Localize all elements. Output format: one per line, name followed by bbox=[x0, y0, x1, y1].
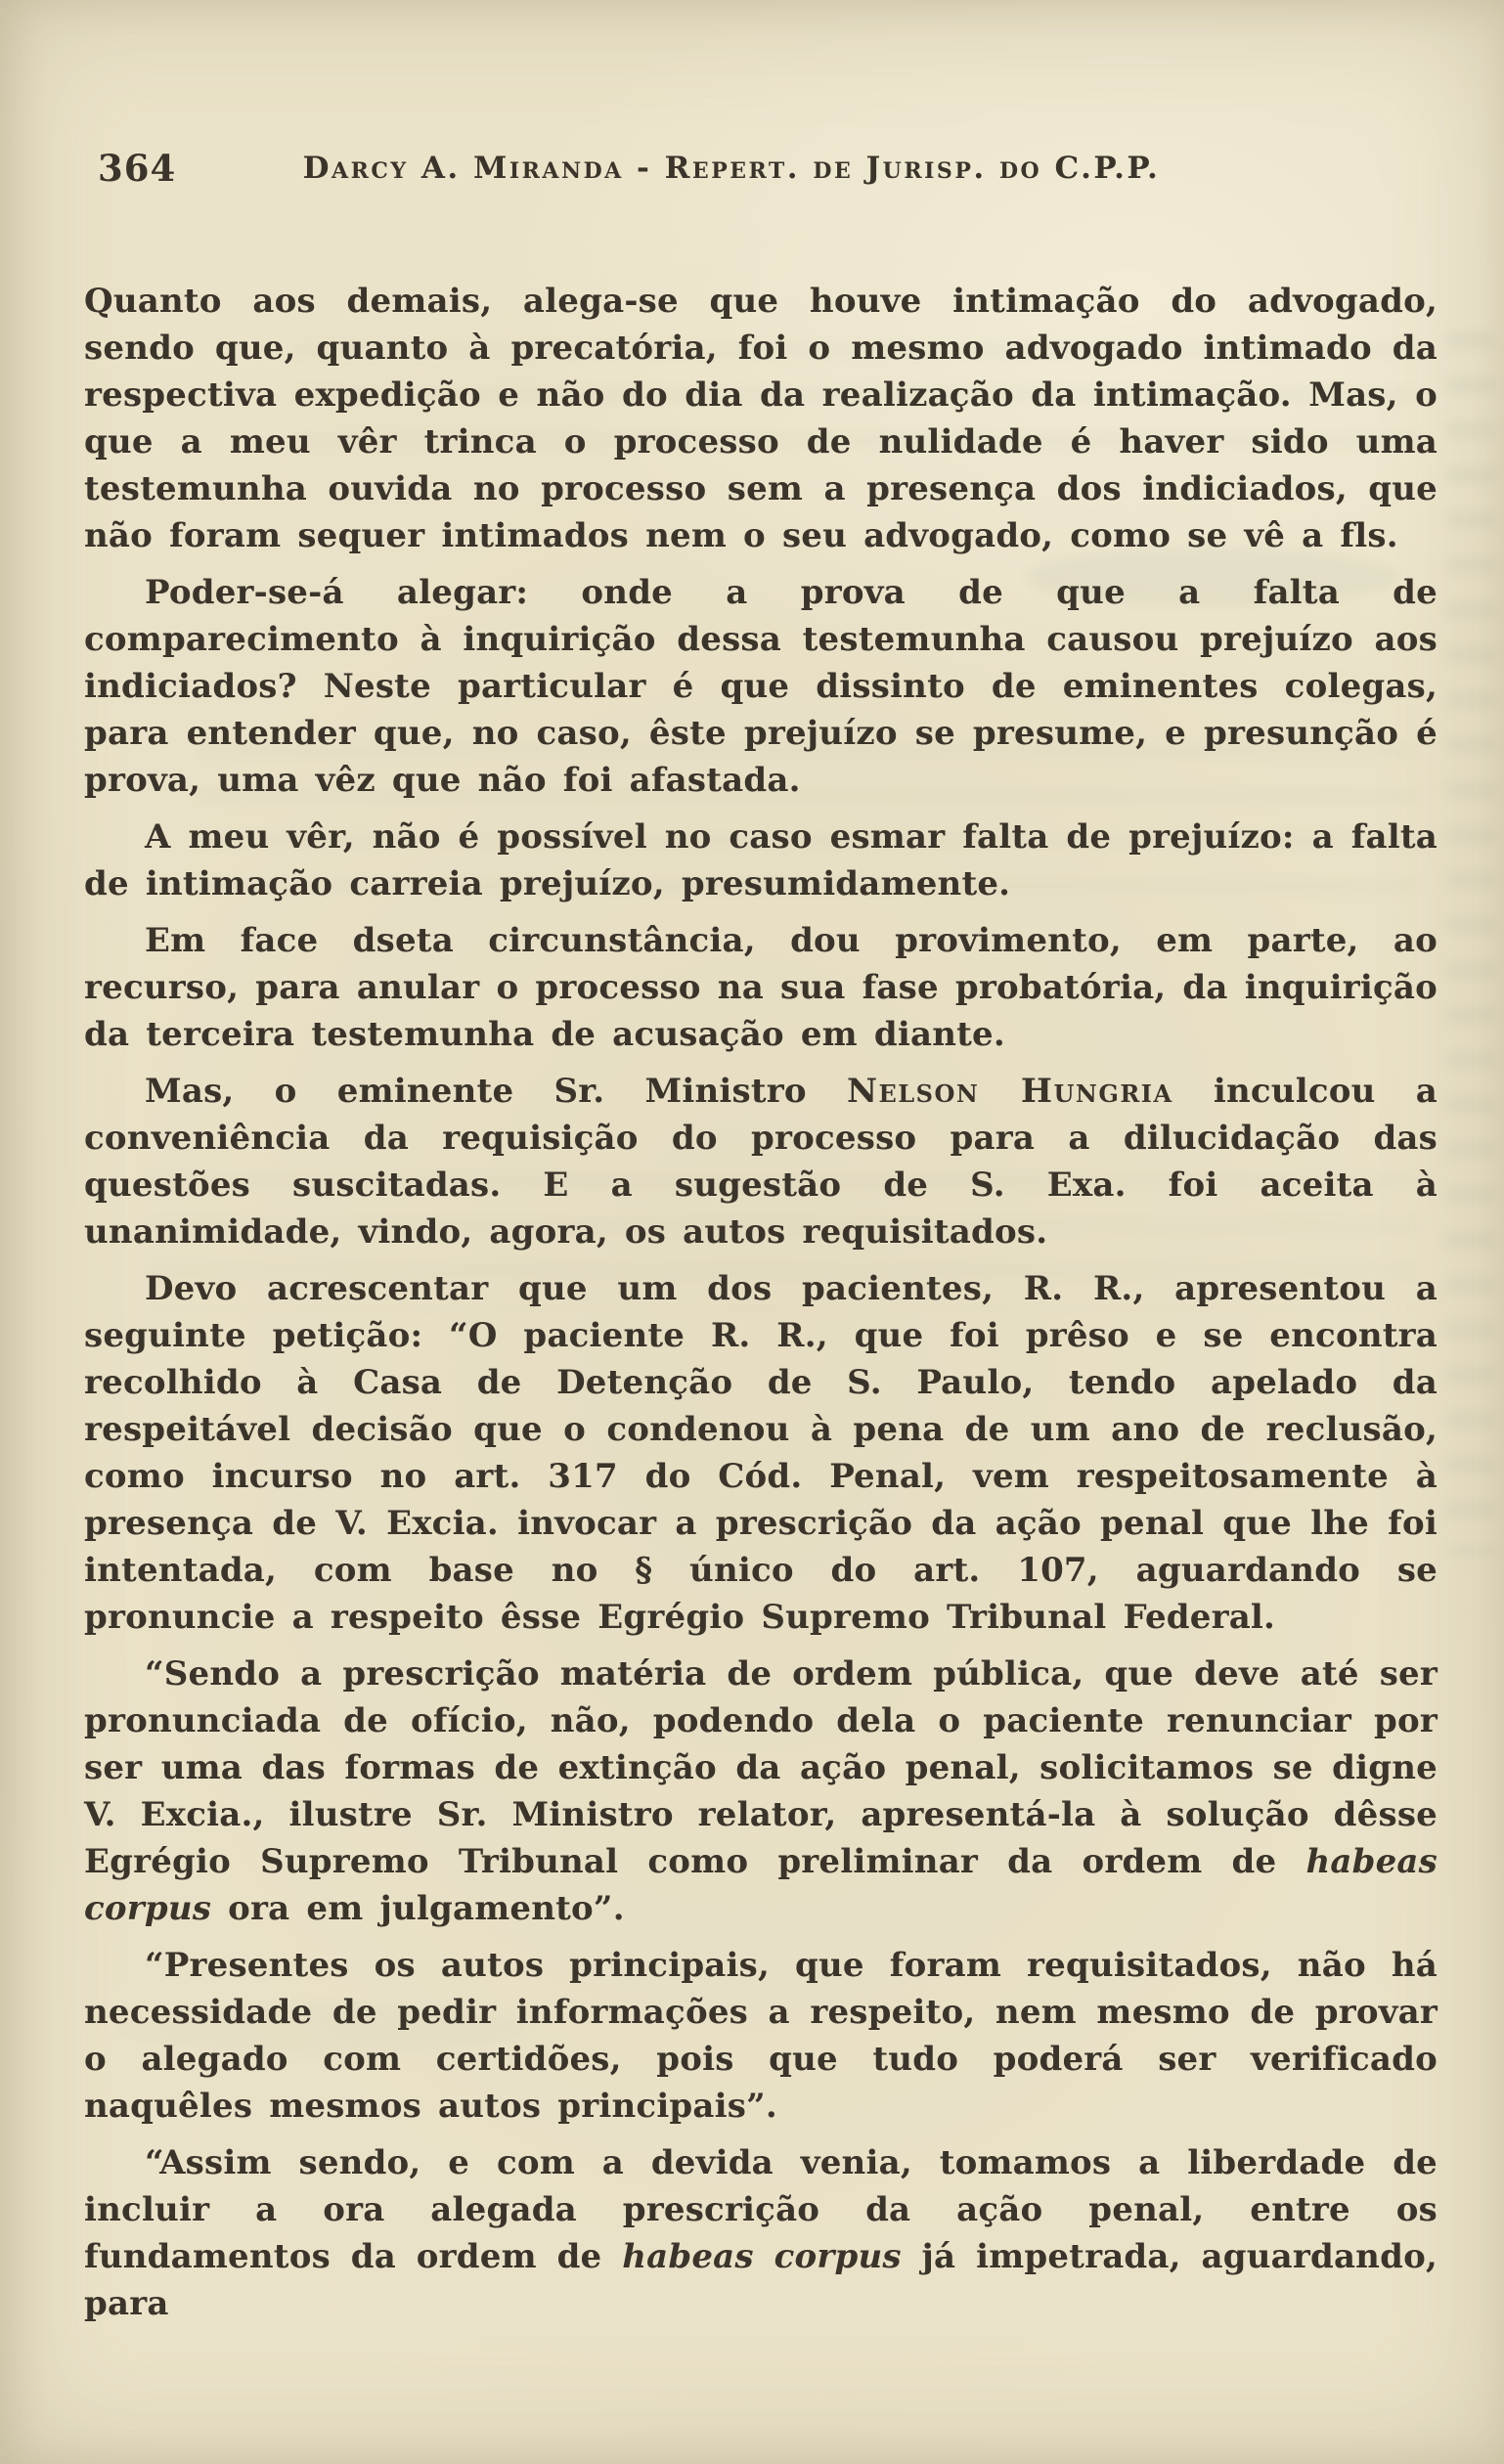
italic-text: habeas corpus bbox=[84, 1842, 1438, 1928]
text-run: Em face dseta circunstância, dou provimento, em parte, ao recurso, para anular o processo na sua fase probatória, da inquirição da terceira testemunha de acusação em diante. bbox=[84, 921, 1438, 1054]
text-run: “Assim sendo, e com a devida venia, tomamos a liberdade de incluir a ora alegada prescrição da ação penal, entre os fundamentos da ordem de bbox=[84, 2143, 1438, 2276]
paragraph bbox=[84, 1650, 1438, 1932]
text-run: Quanto aos demais, alega-se que houve intimação do advogado, sendo que, quanto à precatória, foi o mesmo advogado intimado da respectiva expedição e não do dia da realização da intimação. Mas, o que a meu vêr trinca o processo de nulidade é haver sido uma testemunha ouvida no processo sem a presença dos indiciados, que não foram sequer intimados nem o seu advogado, como se vê a fls. bbox=[84, 282, 1438, 555]
paragraph bbox=[84, 278, 1438, 559]
page-content bbox=[84, 147, 1438, 2337]
smallcaps-name: Nelson Hungria bbox=[846, 1072, 1173, 1111]
text-run: “Presentes os autos principais, que foram requisitados, não há necessidade de pedir informações a respeito, nem mesmo de provar o alegado com certidões, pois que tudo poderá ser verificado naquêles mesmos autos principais”. bbox=[84, 1946, 1438, 2126]
running-title: Darcy A. Miranda - Repert. de Jurisp. do C.P.P. bbox=[302, 151, 1161, 186]
paragraph bbox=[84, 1942, 1438, 2130]
paragraph bbox=[84, 1068, 1438, 1255]
text-run: A meu vêr, não é possível no caso esmar falta de prejuízo: a falta de intimação carreia prejuízo, presumidamente. bbox=[84, 817, 1438, 903]
paragraph bbox=[84, 917, 1438, 1058]
text-run: Devo acrescentar que um dos pacientes, R. R., apresentou a seguinte petição: “O paciente R. R., que foi prêso e se encontra recolhido à Casa de Detenção de S. Paulo, tendo apelado da respeitável decisão que o condenou à pena de um ano de reclusão, como incurso no art. 317 do Cód. Penal, vem respeitosamente à presença de V. Excia. invocar a prescrição da ação penal que lhe foi intentada, com base no § único do art. 107, aguardando se pronuncie a respeito êsse Egrégio Supremo Tribunal Federal. bbox=[84, 1269, 1438, 1637]
page-body bbox=[84, 278, 1438, 2327]
italic-text: habeas corpus bbox=[622, 2237, 902, 2276]
text-run: ora em julgamento”. bbox=[211, 1889, 625, 1928]
text-run: Poder-se-á alegar: onde a prova de que a falta de comparecimento à inquirição dessa testemunha causou prejuízo aos indiciados? Neste particular é que dissinto de eminentes colegas, para entender que, no caso, êste prejuízo se presume, e presunção é prova, uma vêz que não foi afastada. bbox=[84, 573, 1438, 800]
paragraph bbox=[84, 814, 1438, 907]
text-run: inculcou a conveniência da requisição do processo para a dilucidação das questões suscitadas. E a sugestão de S. Exa. foi aceita à unanimidade, vindo, agora, os autos requisitados. bbox=[84, 1072, 1438, 1252]
paragraph bbox=[84, 1265, 1438, 1641]
paragraph bbox=[84, 569, 1438, 804]
text-run: Mas, o eminente Sr. Ministro bbox=[145, 1072, 847, 1111]
text-run: já impetrada, aguardando, para bbox=[84, 2237, 1438, 2323]
paragraph bbox=[84, 2139, 1438, 2327]
page-header bbox=[84, 147, 1438, 198]
text-run: “Sendo a prescrição matéria de ordem pública, que deve até ser pronunciada de ofício, não, podendo dela o paciente renunciar por ser uma das formas de extinção da ação penal, solicitamos se digne V. Excia., ilustre Sr. Ministro relator, apresentá-la à solução dêsse Egrégio Supremo Tribunal como preliminar da ordem de bbox=[84, 1654, 1438, 1881]
page-number: 364 bbox=[98, 147, 177, 190]
bleed-through-right-margin bbox=[1447, 332, 1496, 1555]
